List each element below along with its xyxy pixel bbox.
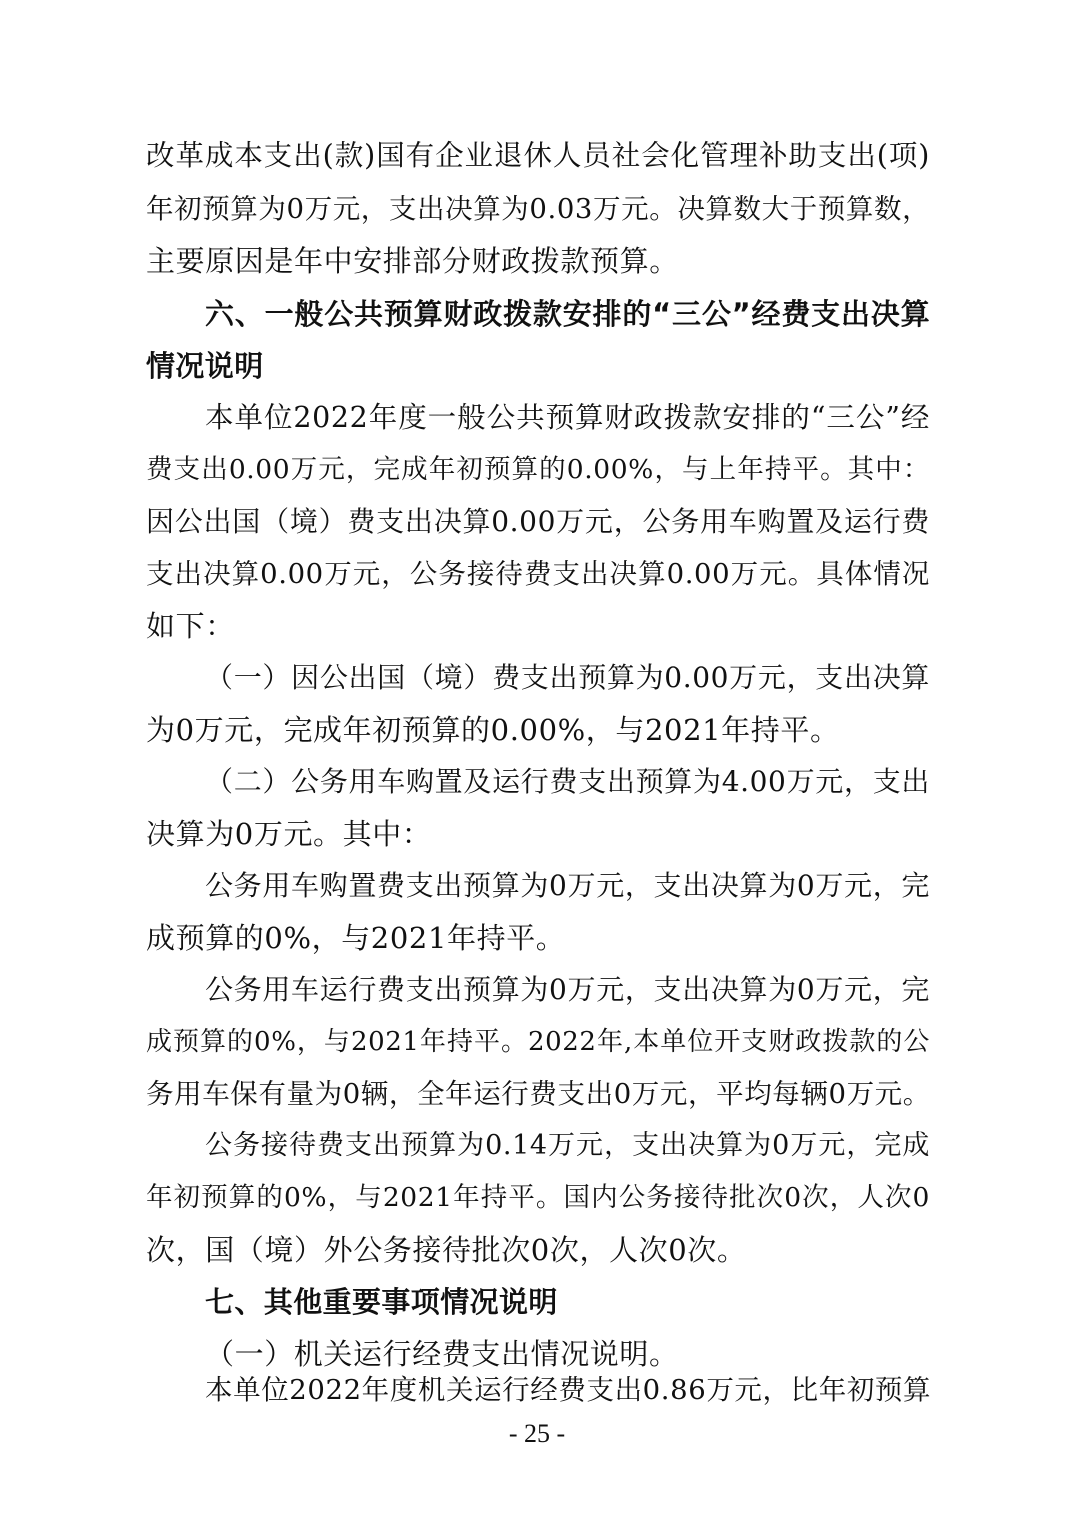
- body-line: 改革成本支出(款)国有企业退休人员社会化管理补助支出(项): [146, 139, 930, 172]
- body-line: 成预算的0%，与2021年持平。: [146, 921, 566, 955]
- body-line: 本单位2022年度机关运行经费支出0.86万元，比年初预算: [205, 1374, 932, 1406]
- section-heading-six-cont: 情况说明: [146, 349, 264, 383]
- body-line: 公务用车购置费支出预算为0万元，支出决算为0万元，完: [205, 869, 930, 902]
- body-line: 公务用车运行费支出预算为0万元，支出决算为0万元，完: [205, 973, 930, 1006]
- body-line: （二）公务用车购置及运行费支出预算为4.00万元，支出: [205, 765, 930, 798]
- body-line: 如下：: [146, 609, 235, 643]
- body-line: 为0万元，完成年初预算的0.00%，与2021年持平。: [146, 713, 840, 747]
- body-line: 年初预算的0%，与2021年持平。国内公务接待批次0次，人次0: [146, 1182, 930, 1213]
- subsection-heading: （一）机关运行经费支出情况说明。: [205, 1337, 679, 1371]
- body-line: 本单位2022年度一般公共预算财政拨款安排的“三公”经: [205, 401, 930, 434]
- section-heading-six: 六、一般公共预算财政拨款安排的“三公”经费支出决算: [205, 297, 930, 331]
- page-number: - 25 -: [508, 1419, 566, 1448]
- body-line: （一）因公出国（境）费支出预算为0.00万元，支出决算: [205, 661, 930, 694]
- body-line: 次，国（境）外公务接待批次0次，人次0次。: [146, 1233, 747, 1267]
- body-line: 务用车保有量为0辆，全年运行费支出0万元，平均每辆0万元。: [146, 1078, 931, 1110]
- section-heading-seven: 七、其他重要事项情况说明: [205, 1285, 558, 1319]
- body-line: 决算为0万元。其中：: [146, 817, 432, 851]
- body-line: 成预算的0%，与2021年持平。2022年,本单位开支财政拨款的公: [146, 1027, 930, 1057]
- body-line: 费支出0.00万元，完成年初预算的0.00%，与上年持平。其中：: [146, 454, 930, 485]
- body-line: 因公出国（境）费支出决算0.00万元，公务用车购置及运行费: [146, 505, 930, 538]
- body-line: 主要原因是年中安排部分财政拨款预算。: [146, 244, 679, 278]
- body-line: 年初预算为0万元，支出决算为0.03万元。决算数大于预算数，: [146, 193, 931, 225]
- body-line: 公务接待费支出预算为0.14万元，支出决算为0万元，完成: [205, 1130, 930, 1161]
- body-line: 支出决算0.00万元，公务接待费支出决算0.00万元。具体情况: [146, 558, 930, 590]
